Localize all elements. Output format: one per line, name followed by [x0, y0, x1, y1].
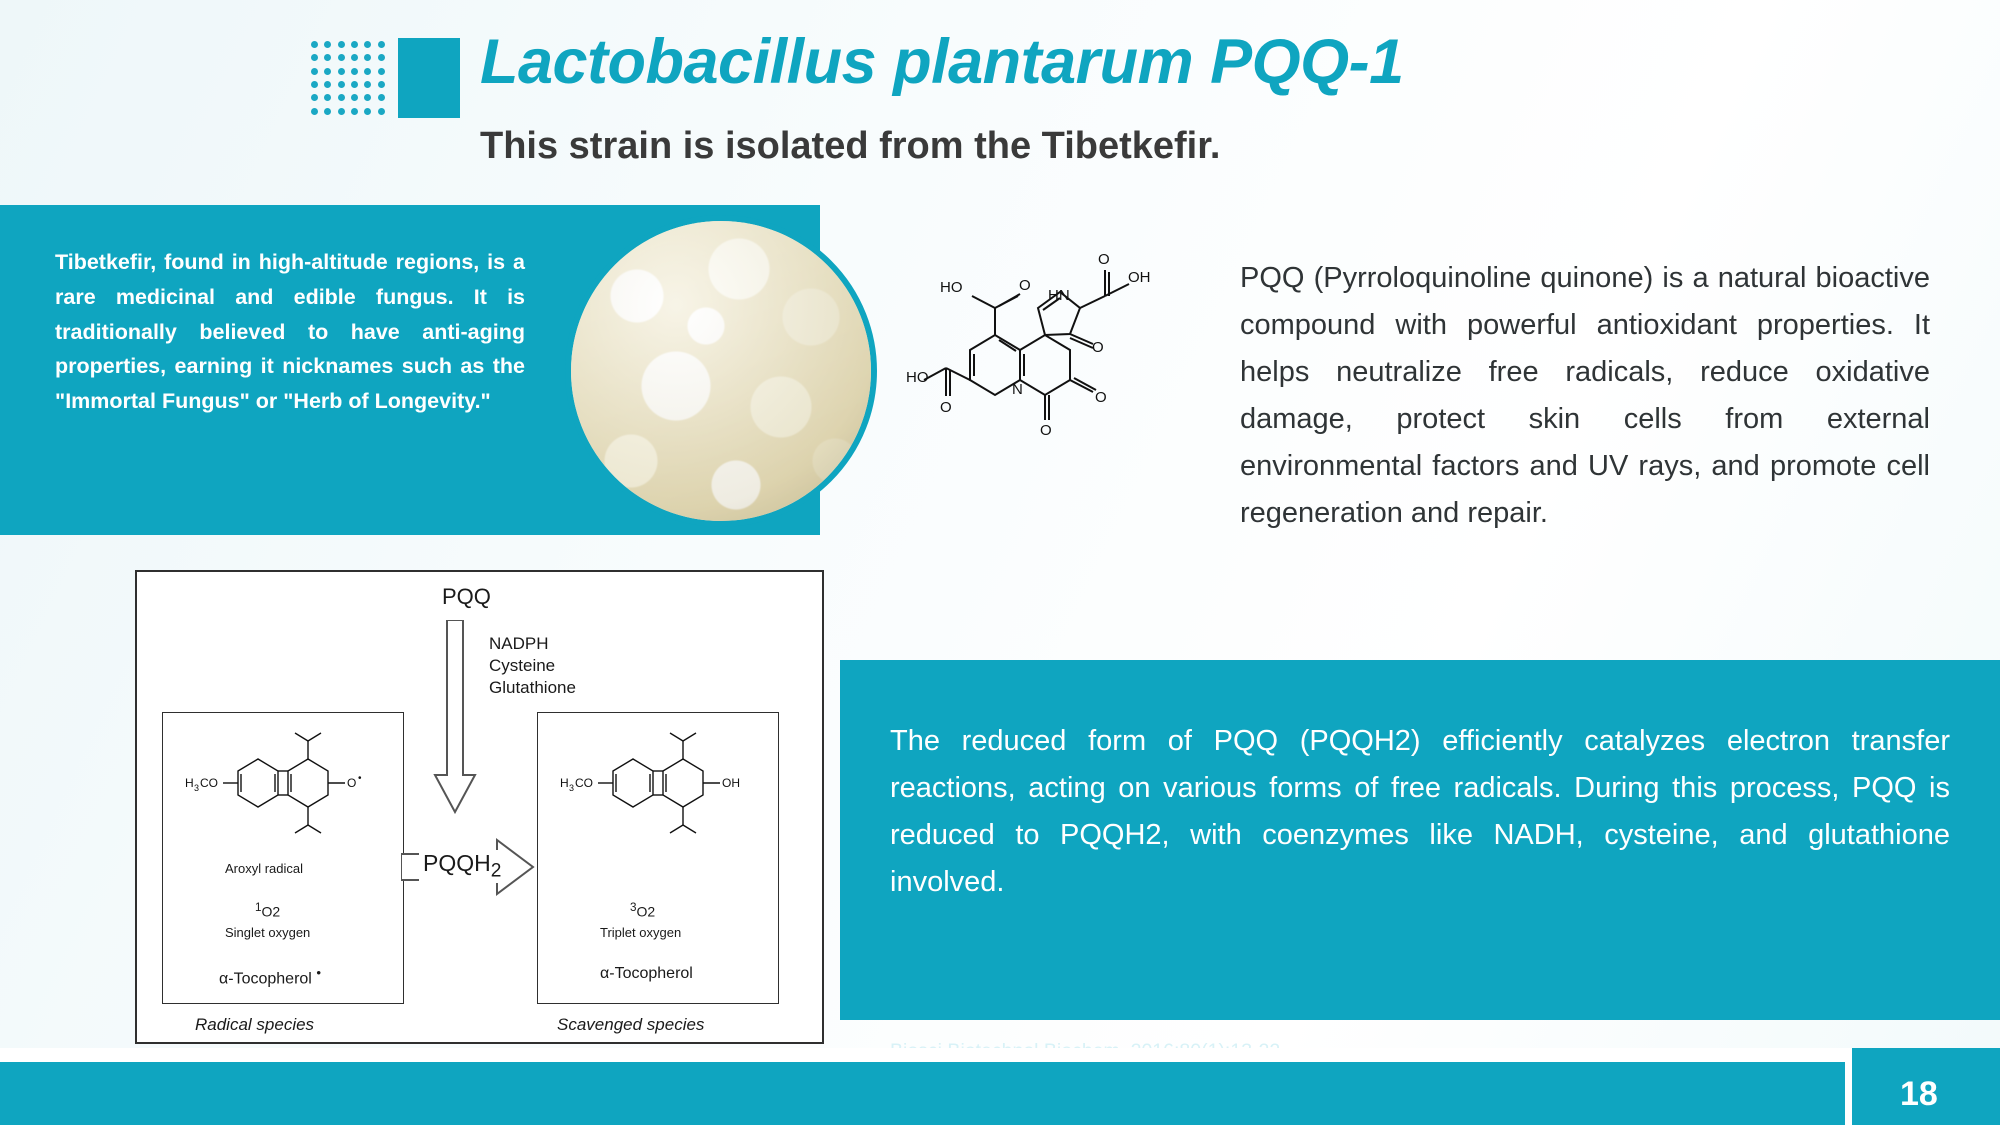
cofactor-nadph: NADPH — [489, 634, 549, 653]
pqq-molecule-svg — [900, 230, 1210, 480]
svg-text:O: O — [1019, 277, 1031, 294]
photo-shading-layer — [571, 221, 871, 521]
svg-text:OH: OH — [722, 776, 740, 790]
svg-text:O: O — [347, 776, 357, 790]
slide-header — [0, 0, 2000, 200]
aroxyl-radical-structure — [183, 731, 388, 851]
cofactor-glutathione: Glutathione — [489, 678, 576, 697]
svg-text:CO: CO — [575, 776, 593, 790]
svg-text:HN: HN — [1048, 287, 1070, 304]
singlet-oxygen-label: Singlet oxygen — [225, 925, 311, 940]
diagram-top-label: PQQ — [442, 584, 491, 609]
aroxyl-radical-label: Aroxyl radical — [225, 861, 304, 876]
singlet-oxygen-formula: $^1$O2 — [255, 901, 281, 920]
svg-text:H: H — [185, 776, 194, 790]
tibetkefir-photo — [565, 215, 877, 527]
svg-text:O: O — [940, 399, 952, 416]
svg-text:HO: HO — [906, 369, 929, 386]
footer-bar — [0, 1060, 2000, 1125]
triplet-oxygen-formula: $^3$O2 — [630, 901, 656, 920]
page-title: Lactobacillus plantarum PQQ-1 — [480, 27, 1404, 97]
svg-text:N: N — [1012, 381, 1023, 398]
alpha-tocopherol-label: α-Tocopherol — [600, 965, 693, 982]
radical-species-caption: Radical species — [195, 1015, 315, 1034]
pqqh2-info-panel — [840, 660, 2000, 1020]
footer-white-strip — [0, 1048, 1845, 1062]
radical-species-box — [162, 712, 404, 1004]
left-panel-text: Tibetkefir, found in high-altitude regions, is a rare medicinal and edible fungus. It is traditionally believed to have anti-aging properties, earning it nicknames such as the "Immortal Fungus" or "Herb of Longevity." — [55, 250, 525, 414]
pqq-molecule-diagram — [900, 230, 1210, 480]
pqq-mechanism-diagram — [135, 570, 824, 1044]
svg-text:CO: CO — [200, 776, 218, 790]
tocopherol-structure — [558, 731, 763, 851]
svg-text:H: H — [560, 776, 569, 790]
svg-text:3: 3 — [569, 783, 575, 793]
page-number: 18 — [1900, 1075, 1938, 1113]
pqqh2-description-text: The reduced form of PQQ (PQQH2) efficiently catalyzes electron transfer reactions, acting on various forms of free radicals. During this process, PQQ is reduced to PQQH2, with coenzymes like NADH, cysteine, and glutathione involved. — [890, 725, 1950, 898]
pqqh2-arrow-label: $PQQH_2$ — [419, 850, 505, 883]
diagram-down-arrow-icon — [429, 620, 481, 820]
cofactor-cysteine: Cysteine — [489, 656, 556, 675]
svg-text:3: 3 — [194, 783, 200, 793]
pqq-description-text: PQQ (Pyrroloquinoline quinone) is a natural bioactive compound with powerful antioxidant properties. It helps neutralize free radicals, reduce oxidative damage, protect skin cells from external environmental factors and UV rays, and promote cell regeneration and repair. — [1240, 262, 1930, 529]
svg-text:O: O — [1098, 251, 1110, 268]
svg-text:O: O — [1092, 339, 1104, 356]
svg-text:•: • — [358, 773, 362, 784]
page-subtitle: This strain is isolated from the Tibetkefir. — [480, 125, 1221, 167]
scavenged-species-caption: Scavenged species — [557, 1015, 705, 1034]
accent-square-icon — [398, 38, 460, 118]
dot-grid-icon — [308, 38, 388, 118]
svg-text:O: O — [1040, 422, 1052, 439]
svg-text:HO: HO — [940, 279, 963, 296]
alpha-tocopherol-radical-label: α-Tocopherol • — [219, 965, 321, 988]
triplet-oxygen-label: Triplet oxygen — [600, 925, 682, 940]
svg-text:OH: OH — [1128, 269, 1151, 286]
scavenged-species-box — [537, 712, 779, 1004]
svg-text:O: O — [1095, 389, 1107, 406]
